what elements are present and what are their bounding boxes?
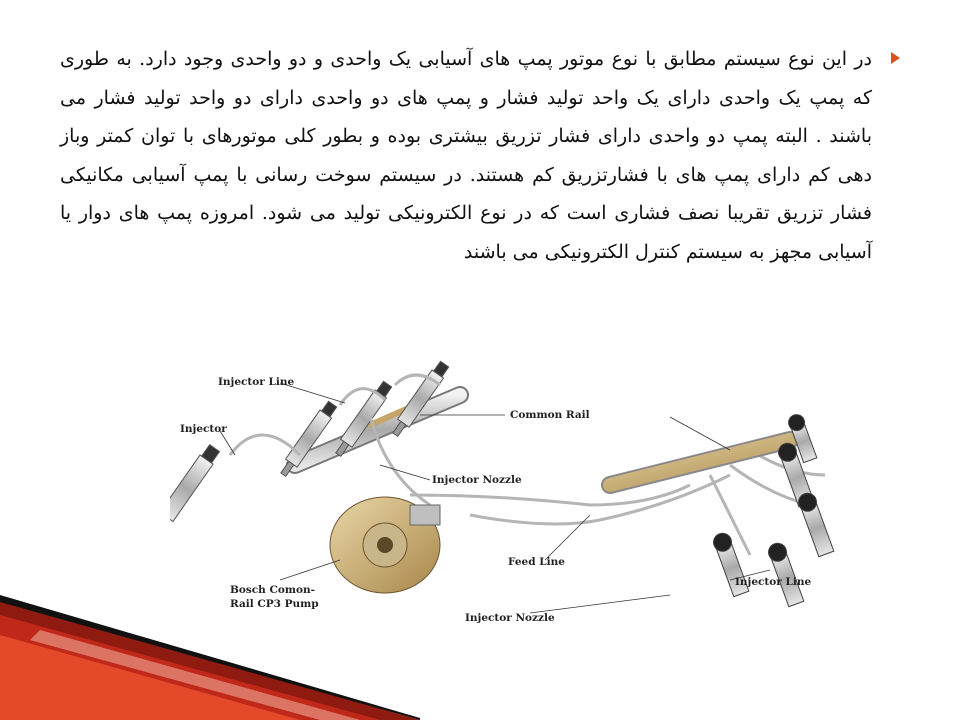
bullet-paragraph: در این نوع سیستم مطابق با نوع موتور پمپ های آسیابی یک واحدی و دو واحدی وجود دارد. به طوری که پمپ یک واحدی دارای یک واحد تولید فشار و پمپ های دو واحدی دارای دو واحد تولید فشار می باشند . البته پمپ دو واحدی دارای فشار تزریق بیشتری بوده و بطور کلی موتورهای با توان کمتر وباز دهی کم دارای پمپ های با فشارتزریق کم هستند. در سیستم سوخت رسانی با پمپ آسیابی مکانیکی فشار تزریق تقریبا نصف فشاری است که در نوع الکترونیکی تولید می شود. امروزه پمپ های دوار یا آسیابی مجهز به سیستم کنترل الکترونیکی می باشند bbox=[60, 48, 872, 263]
bullet-block bbox=[60, 40, 900, 271]
label-pump-line2: Rail CP3 Pump bbox=[230, 598, 319, 610]
label-injector-nozzle-top: Injector Nozzle bbox=[432, 474, 522, 486]
label-injector-nozzle-bottom: Injector Nozzle bbox=[465, 612, 555, 624]
fuel-lines bbox=[230, 375, 825, 555]
label-pump-line1: Bosch Comon- bbox=[230, 584, 315, 596]
label-common-rail: Common Rail bbox=[510, 409, 590, 421]
label-feed-line: Feed Line bbox=[508, 556, 565, 568]
label-injector: Injector bbox=[180, 423, 227, 435]
triangle-bullet-icon bbox=[891, 52, 900, 64]
corner-decoration bbox=[0, 560, 420, 720]
label-injector-line-right: Injector Line bbox=[735, 576, 812, 588]
right-common-rail bbox=[610, 440, 790, 485]
label-injector-line-top: Injector Line bbox=[218, 376, 295, 388]
red-swoosh-decoration bbox=[0, 560, 420, 720]
